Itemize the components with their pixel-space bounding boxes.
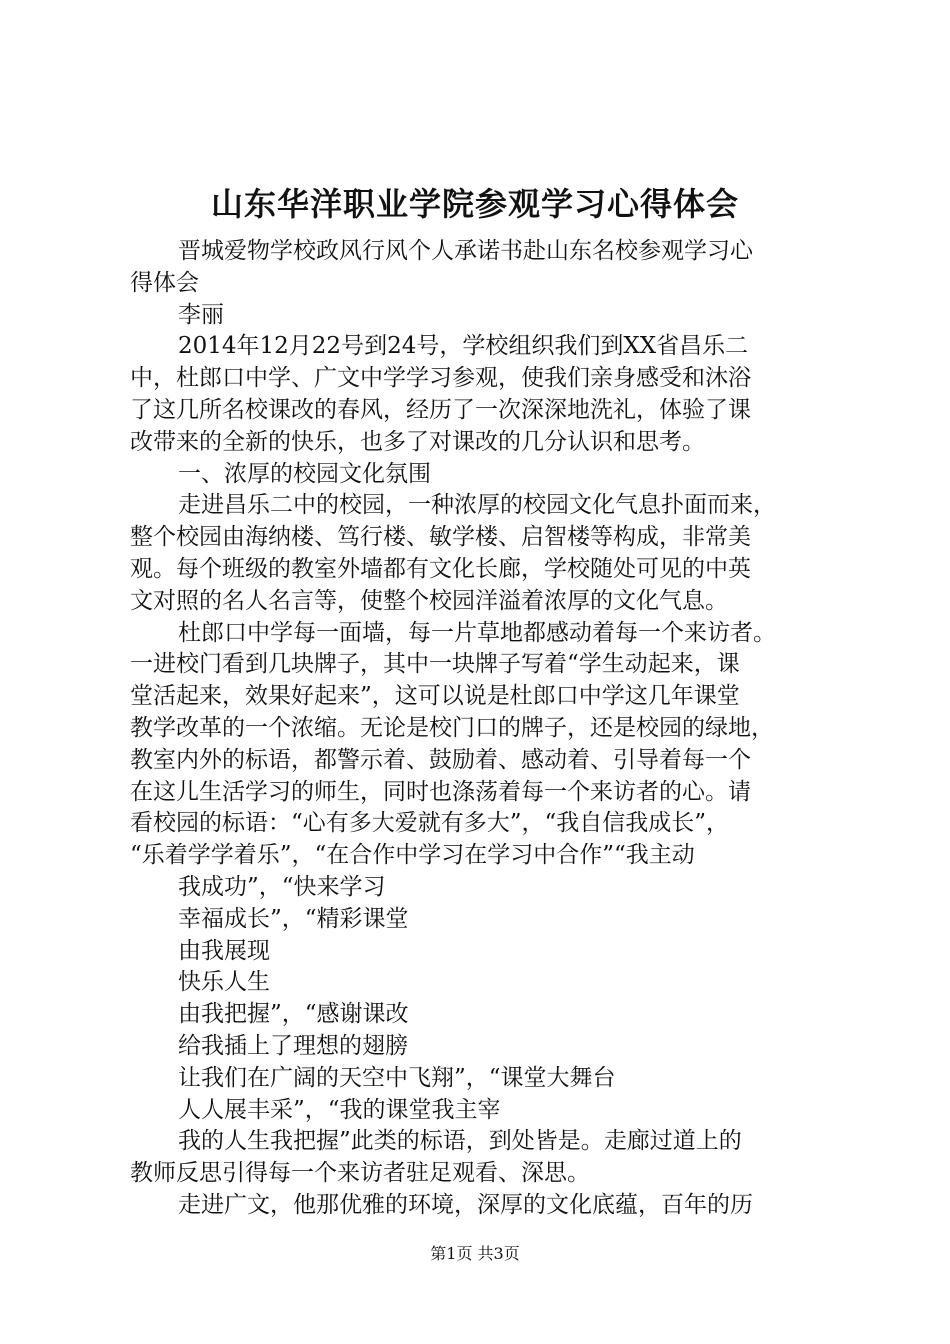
slogan-line: 给我插上了理想的翅膀 [178,1032,408,1059]
text-line: 教室内外的标语，都警示着、鼓励着、感动着、引导着每一个 [130,746,751,773]
section-heading: 一、浓厚的校园文化氛围 [178,460,431,487]
text-line: 中，杜郎口中学、广文中学学习参观，使我们亲身感受和沐浴 [130,365,751,392]
text-line: 教师反思引得每一个来访者驻足观看、深思。 [130,1160,590,1187]
text-line: 一进校门看到几块牌子，其中一块牌子写着“学生动起来，课 [130,651,740,678]
text-line: 2014年12月22号到24号，学校组织我们到XX省昌乐二 [178,333,749,360]
slogan-line: 我成功”，“快来学习 [178,873,386,900]
slogan-line: 让我们在广阔的天空中飞翔”，“课堂大舞台 [178,1064,616,1091]
slogan-line: 由我把握”，“感谢课改 [178,1001,409,1028]
text-line: “乐着学学着乐”，“在合作中学习在学习中合作”“我主动 [130,842,695,869]
slogan-line: 人人展丰采”，“我的课堂我主宰 [178,1096,501,1123]
text-line: 改带来的全新的快乐，也多了对课改的几分认识和思考。 [130,428,705,455]
text-line: 走进广文，他那优雅的环境，深厚的文化底蕴，百年的历 [178,1191,753,1218]
text-line: 我的人生我把握”此类的标语，到处皆是。走廊过道上的 [178,1128,742,1155]
author-name: 李丽 [178,301,224,328]
text-line: 走进昌乐二中的校园，一种浓厚的校园文化气息扑面而来， [178,492,776,519]
text-line: 得体会 [130,269,199,296]
slogan-line: 由我展现 [178,937,270,964]
slogan-line: 幸福成长”，“精彩课堂 [178,905,409,932]
text-line: 了这几所名校课改的春风，经历了一次深深地洗礼，体验了课 [130,396,751,423]
document-body [130,236,830,1222]
text-line: 晋城爱物学校政风行风个人承诺书赴山东名校参观学习心 [178,238,753,264]
text-line: 在这儿生活学习的师生，同时也涤荡着每一个来访者的心。请 [130,778,751,805]
text-line: 教学改革的一个浓缩。无论是校门口的牌子，还是校园的绿地， [130,714,774,741]
text-line: 整个校园由海纳楼、笃行楼、敏学楼、启智楼等构成，非常美 [130,524,751,551]
slogan-line: 快乐人生 [178,969,270,996]
text-line: 堂活起来，效果好起来”，这可以说是杜郎口中学这几年课堂 [130,683,740,710]
document-title: 山东华洋职业学院参观学习心得体会 [210,185,739,223]
text-line: 看校园的标语：“心有多大爱就有多大”，“我自信我成长”， [130,810,730,837]
text-line: 杜郎口中学每一面墙，每一片草地都感动着每一个来访者。 [178,619,776,646]
text-line: 观。每个班级的教室外墙都有文化长廊，学校随处可见的中英 [130,555,751,582]
page-footer: 第1页 共3页 [430,1244,520,1263]
text-line: 文对照的名人名言等，使整个校园洋溢着浓厚的文化气息。 [130,587,728,614]
